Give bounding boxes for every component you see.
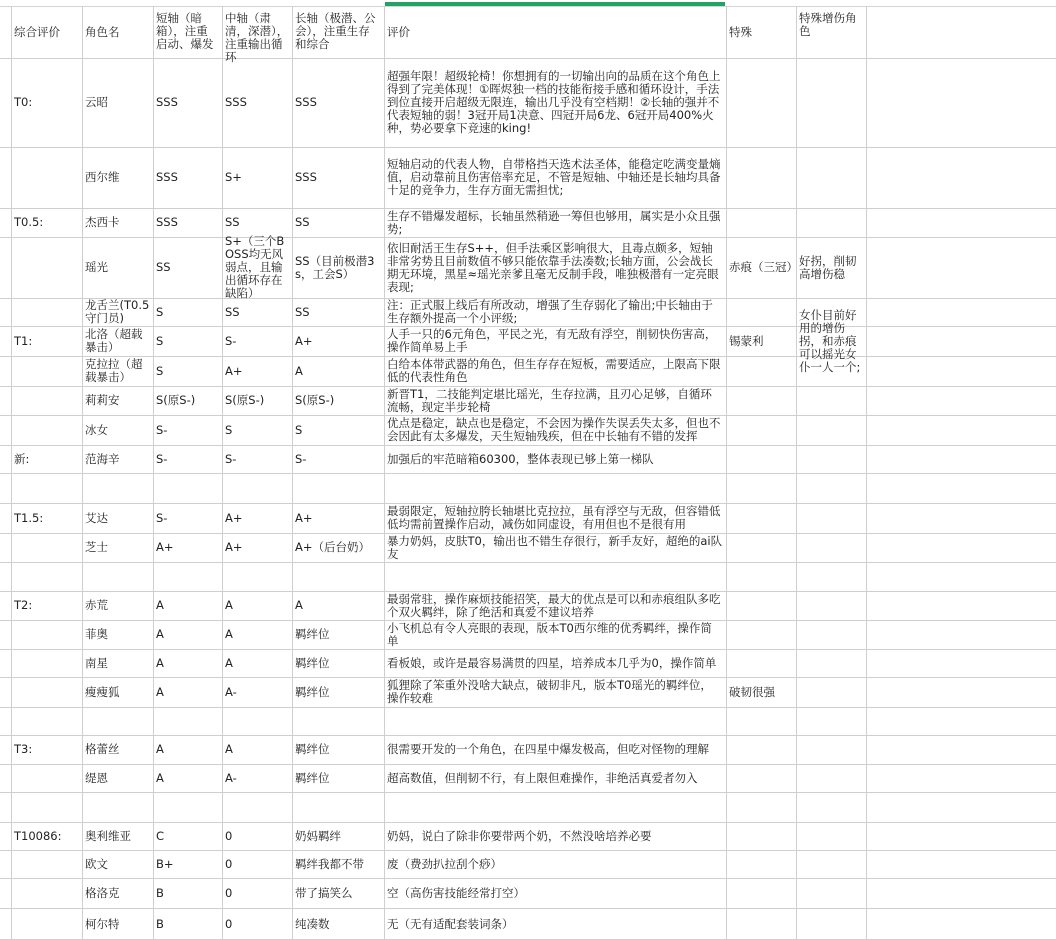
- header-short[interactable]: 短轴（暗箱），注重启动、爆发: [156, 11, 214, 51]
- cell-tier[interactable]: [12, 387, 81, 414]
- cell-tier[interactable]: [12, 765, 81, 791]
- cell-tier[interactable]: T3:: [14, 742, 33, 756]
- cell-short[interactable]: S: [156, 304, 164, 319]
- cell-tier[interactable]: [12, 148, 81, 207]
- cell-long[interactable]: A+（后台奶）: [295, 540, 371, 554]
- cell-review[interactable]: [385, 474, 725, 502]
- cell-special[interactable]: [727, 823, 795, 849]
- cell-buff[interactable]: [797, 793, 865, 821]
- cell-long[interactable]: S(原S-): [295, 393, 335, 407]
- cell-special[interactable]: [727, 387, 795, 414]
- cell-mid[interactable]: SS: [225, 215, 240, 229]
- cell-tier[interactable]: [12, 299, 81, 325]
- cell-review[interactable]: 白给本体带武器的角色，但生存存在短板，需要适应，上限高下限低的代表性角色: [387, 357, 721, 384]
- cell-review[interactable]: 超强年限！超级轮椅！你想拥有的一切输出向的品质在这个角色上得到了完美体现！①晖烬独一档的技能衔接手感和循环设计，手法到位直接开启超级无限连，输出几乎没有空档期！②长轴的强并不代表短轴的弱！3冠开局1决意、四冠开局6龙、6冠开局400%火种，势必要拿下竞速的king!: [387, 69, 721, 135]
- cell-name[interactable]: [83, 474, 152, 502]
- cell-review[interactable]: 空（高伤害技能经常打空）: [387, 885, 525, 900]
- cell-name[interactable]: [83, 563, 152, 590]
- cell-review[interactable]: [385, 708, 725, 734]
- cell-short[interactable]: SSS: [156, 95, 178, 109]
- cell-long[interactable]: 羁绊位: [295, 742, 330, 756]
- cell-short[interactable]: A: [156, 770, 164, 785]
- cell-buff[interactable]: [797, 534, 865, 561]
- cell-tier[interactable]: [12, 238, 81, 297]
- cell-buff[interactable]: [797, 708, 865, 734]
- cell-long[interactable]: [293, 563, 383, 590]
- cell-buff[interactable]: 女仆目前好用的增伤拐，和赤痕可以摇光女仆一人一个;: [799, 307, 861, 374]
- cell-tier[interactable]: [12, 416, 81, 444]
- cell-special[interactable]: [727, 474, 795, 502]
- cell-long[interactable]: 羁绊位: [295, 627, 330, 641]
- cell-buff[interactable]: [797, 148, 865, 207]
- cell-review[interactable]: 很需要开发的一个角色，在四星中爆发极高，但吃对怪物的理解: [387, 742, 709, 756]
- cell-review[interactable]: 注：正式服上线后有所改动，增强了生存弱化了输出;中长轴由于生存额外提高一个小评级;: [387, 298, 713, 325]
- cell-short[interactable]: S-: [156, 422, 168, 437]
- cell-review[interactable]: 无（无有适配套装词条）: [387, 916, 514, 931]
- cell-mid[interactable]: A: [225, 598, 233, 612]
- cell-review[interactable]: 新晋T1，二技能判定堪比瑶光，生存拉满，且刃心足够，自循环流畅，现定半步轮椅: [387, 386, 712, 414]
- cell-review[interactable]: 小飞机总有令人亮眼的表现，版本T0西尔维的优秀羁绊，操作简单: [387, 620, 712, 648]
- cell-long[interactable]: [293, 793, 383, 821]
- cell-name[interactable]: 克拉拉（超载暴击）: [85, 357, 143, 384]
- cell-tier[interactable]: [12, 879, 81, 907]
- header-mid[interactable]: 中轴（肃清，深潜），注重输出循环: [225, 11, 289, 64]
- cell-special[interactable]: [727, 621, 795, 648]
- cell-name[interactable]: 范海辛: [85, 451, 120, 466]
- cell-short[interactable]: A: [156, 598, 164, 612]
- cell-name[interactable]: 西尔维: [85, 170, 120, 184]
- cell-review[interactable]: 依旧耐活王生存S++，但手法乘区影响很大，且毒点颇多，短轴非常劣势且目前数值不够只能依靠手法凑数;长轴方面，公会战长期无环境，黑星≈瑶光亲爹且毫无反制手段，唯独极潜有一定亮眼表现;: [387, 240, 719, 294]
- cell-short[interactable]: S: [156, 363, 164, 378]
- cell-buff[interactable]: [797, 387, 865, 414]
- header-buff[interactable]: 特殊增伤角色: [799, 11, 857, 38]
- cell-mid[interactable]: A-: [225, 770, 237, 785]
- cell-buff[interactable]: [797, 563, 865, 590]
- cell-short[interactable]: SSS: [156, 215, 178, 229]
- cell-name[interactable]: 杰西卡: [85, 215, 120, 229]
- cell-short[interactable]: S-: [156, 451, 168, 466]
- cell-tier[interactable]: [12, 851, 81, 877]
- cell-review[interactable]: 最弱限定，短轴拉胯长轴堪比克拉拉，虽有浮空与无敌，但容错低低均需前置操作启动，减伤如同虚设，有用但也不是很有用: [387, 504, 721, 531]
- cell-name[interactable]: 芝士: [85, 540, 108, 554]
- cell-buff[interactable]: [797, 851, 865, 877]
- cell-tier[interactable]: [12, 708, 81, 734]
- cell-name[interactable]: 奥利维亚: [85, 828, 131, 843]
- cell-tier[interactable]: T1.5:: [14, 510, 44, 525]
- selected-column-indicator: [385, 2, 725, 6]
- cell-short[interactable]: B: [156, 885, 164, 900]
- cell-buff[interactable]: 好拐，削韧高增伤稳: [799, 253, 857, 281]
- cell-tier[interactable]: T0:: [14, 95, 33, 109]
- cell-name[interactable]: 冰女: [85, 422, 108, 437]
- cell-name[interactable]: [83, 793, 152, 821]
- cell-special[interactable]: 破韧很强: [729, 684, 775, 699]
- cell-buff[interactable]: [797, 446, 865, 472]
- cell-mid[interactable]: S-: [225, 333, 237, 348]
- cell-mid[interactable]: 0: [225, 828, 233, 843]
- cell-short[interactable]: A: [156, 627, 164, 641]
- cell-special[interactable]: [727, 765, 795, 791]
- cell-review[interactable]: 暴力奶妈，皮肤T0，输出也不错生存很行，新手友好，超绝的ai队友: [387, 533, 723, 561]
- cell-special[interactable]: [727, 534, 795, 561]
- cell-tier[interactable]: [12, 474, 81, 502]
- cell-tier[interactable]: [12, 534, 81, 561]
- cell-mid[interactable]: S-: [225, 451, 237, 466]
- cell-special[interactable]: [727, 736, 795, 763]
- cell-special[interactable]: [727, 851, 795, 877]
- cell-review[interactable]: 短轴启动的代表人物，自带格挡天选术法圣体，能稳定吃满变量熵值，启动靠前且伤害倍率充足，不管是短轴、中轴还是长轴均具备十足的竞争力，生存方面无需担忧;: [387, 157, 721, 197]
- cell-special[interactable]: [727, 446, 795, 472]
- cell-special[interactable]: [727, 909, 795, 939]
- cell-buff[interactable]: [797, 592, 865, 619]
- cell-special[interactable]: [727, 592, 795, 619]
- cell-special[interactable]: [727, 148, 795, 207]
- cell-buff[interactable]: [797, 416, 865, 444]
- cell-name[interactable]: 莉莉安: [85, 393, 120, 407]
- cell-short[interactable]: S: [156, 333, 164, 348]
- cell-short[interactable]: [154, 563, 221, 590]
- cell-buff[interactable]: [797, 879, 865, 907]
- cell-buff[interactable]: [797, 474, 865, 502]
- cell-special[interactable]: [727, 708, 795, 734]
- cell-review[interactable]: 超高数值，但削韧不行，有上限但难操作，非绝活真爱者勿入: [387, 770, 698, 785]
- cell-special[interactable]: [727, 299, 795, 325]
- cell-special[interactable]: [727, 209, 795, 236]
- cell-mid[interactable]: S+（三个BOSS均无风弱点，且输出循环存在缺陷）: [225, 234, 285, 300]
- cell-long[interactable]: SS: [295, 215, 310, 229]
- cell-mid[interactable]: A+: [225, 510, 243, 525]
- cell-special[interactable]: [727, 416, 795, 444]
- cell-mid[interactable]: A: [225, 742, 233, 756]
- cell-tier[interactable]: T10086:: [14, 828, 62, 843]
- cell-tier[interactable]: 新:: [14, 451, 30, 466]
- cell-tier[interactable]: [12, 563, 81, 590]
- cell-name[interactable]: 瑶光: [85, 260, 108, 274]
- cell-review[interactable]: 人手一只的6元角色，平民之光，有无敌有浮空，削韧快伤害高，操作简单易上手: [387, 327, 717, 354]
- cell-special[interactable]: 锡蒙利: [729, 333, 764, 348]
- cell-special[interactable]: 赤痕（三冠）: [729, 260, 798, 274]
- cell-name[interactable]: 南星: [85, 655, 108, 670]
- cell-name[interactable]: 格洛克: [85, 885, 120, 900]
- cell-mid[interactable]: A: [225, 655, 233, 670]
- cell-mid[interactable]: 0: [225, 856, 233, 871]
- cell-name[interactable]: 柯尔特: [85, 916, 120, 931]
- cell-review[interactable]: [385, 793, 725, 821]
- cell-review[interactable]: 狐狸除了笨重外没啥大缺点，破韧非凡，版本T0瑶光的羁绊位，操作较难: [387, 678, 712, 705]
- cell-long[interactable]: 带了搞笑么: [295, 885, 353, 900]
- cell-mid[interactable]: 0: [225, 885, 233, 900]
- cell-review[interactable]: 看板娘，或许是最容易满贯的四星，培养成本几乎为0，操作简单: [387, 655, 717, 670]
- cell-tier[interactable]: T1:: [14, 333, 33, 348]
- cell-short[interactable]: [154, 793, 221, 821]
- cell-special[interactable]: [727, 563, 795, 590]
- cell-long[interactable]: 羁绊位: [295, 770, 330, 785]
- cell-name[interactable]: 格蕾丝: [85, 742, 120, 756]
- cell-tier[interactable]: [12, 357, 81, 385]
- cell-special[interactable]: [727, 59, 795, 146]
- cell-short[interactable]: SSS: [156, 170, 178, 184]
- cell-long[interactable]: SS: [295, 304, 310, 319]
- cell-long[interactable]: 奶妈羁绊: [295, 828, 341, 843]
- cell-review[interactable]: 加强后的牢范暗箱60300，整体表现已够上第一梯队: [387, 451, 654, 466]
- cell-long[interactable]: A: [295, 363, 303, 378]
- cell-review[interactable]: [385, 563, 725, 590]
- cell-buff[interactable]: [797, 621, 865, 648]
- cell-name[interactable]: 菲奥: [85, 627, 108, 641]
- header-review[interactable]: 评价: [387, 24, 410, 39]
- cell-mid[interactable]: [223, 563, 291, 590]
- cell-short[interactable]: B+: [156, 856, 174, 871]
- cell-special[interactable]: [727, 793, 795, 821]
- cell-name[interactable]: 云昭: [85, 95, 108, 109]
- cell-review[interactable]: 优点是稳定，缺点也是稳定，不会因为操作失误丢失太多，但也不会因此有太多爆发，天生短轴残疾，但在中长轴有不错的发挥: [387, 416, 721, 443]
- cell-short[interactable]: A: [156, 742, 164, 756]
- cell-tier[interactable]: T2:: [14, 598, 33, 612]
- cell-short[interactable]: A+: [156, 540, 174, 554]
- cell-short[interactable]: A: [156, 684, 164, 699]
- cell-review[interactable]: 奶妈，说白了除非你要带两个奶，不然没啥培养必要: [387, 828, 652, 843]
- cell-mid[interactable]: S(原S-): [225, 393, 265, 407]
- cell-long[interactable]: [293, 708, 383, 734]
- formula-bar-strip: [0, 0, 1056, 7]
- cell-mid[interactable]: A+: [225, 540, 243, 554]
- cell-tier[interactable]: T0.5:: [14, 215, 44, 229]
- cell-tier[interactable]: [12, 650, 81, 676]
- cell-name[interactable]: 欧文: [85, 856, 108, 871]
- cell-long[interactable]: SS（目前极潜3s，工会S）: [295, 253, 375, 281]
- cell-mid[interactable]: S: [225, 422, 233, 437]
- cell-mid[interactable]: A-: [225, 684, 237, 699]
- cell-name[interactable]: 艾达: [85, 510, 108, 525]
- cell-name[interactable]: 瘦瘦狐: [85, 684, 120, 699]
- cell-mid[interactable]: SSS: [225, 95, 247, 109]
- cell-mid[interactable]: SS: [225, 304, 240, 319]
- cell-long[interactable]: S: [295, 422, 303, 437]
- cell-name[interactable]: [83, 708, 152, 734]
- cell-buff[interactable]: [797, 765, 865, 791]
- cell-mid[interactable]: [223, 474, 291, 502]
- cell-short[interactable]: S-: [156, 510, 168, 525]
- cell-review[interactable]: 生存不错爆发超标，长轴虽然稍逊一筹但也够用，属实是小众且强势;: [387, 208, 721, 236]
- cell-special[interactable]: [727, 504, 795, 532]
- cell-short[interactable]: B: [156, 916, 164, 931]
- cell-tier[interactable]: [12, 909, 81, 939]
- cell-mid[interactable]: [223, 793, 291, 821]
- cell-special[interactable]: [727, 879, 795, 907]
- cell-buff[interactable]: [797, 504, 865, 532]
- cell-buff[interactable]: [797, 650, 865, 676]
- cell-buff[interactable]: [797, 357, 865, 385]
- cell-short[interactable]: C: [156, 828, 165, 843]
- cell-tier[interactable]: [12, 678, 81, 706]
- cell-long[interactable]: SSS: [295, 170, 317, 184]
- cell-short[interactable]: A: [156, 655, 164, 670]
- cell-buff[interactable]: [797, 736, 865, 763]
- cell-mid[interactable]: 0: [225, 916, 233, 931]
- cell-long[interactable]: 羁绊位: [295, 655, 330, 670]
- cell-long[interactable]: A+: [295, 333, 313, 348]
- cell-short[interactable]: [154, 708, 221, 734]
- cell-short[interactable]: S(原S-): [156, 393, 196, 407]
- cell-tier[interactable]: [12, 621, 81, 648]
- header-name[interactable]: 角色名: [85, 24, 120, 39]
- cell-mid[interactable]: A: [225, 627, 233, 641]
- cell-name[interactable]: 北洛（超载暴击）: [85, 327, 143, 354]
- cell-buff[interactable]: [797, 678, 865, 706]
- cell-long[interactable]: A: [295, 598, 303, 612]
- cell-mid[interactable]: A+: [225, 363, 243, 378]
- cell-review[interactable]: 最弱常驻，操作麻烦技能招笑，最大的优点是可以和赤痕组队多吃个双火羁绊，除了绝活和真爱不建议培养: [387, 591, 721, 619]
- cell-long[interactable]: 纯凑数: [295, 916, 330, 931]
- cell-tier[interactable]: [12, 793, 81, 821]
- cell-short[interactable]: SS: [156, 260, 171, 274]
- cell-long[interactable]: 羁绊位: [295, 684, 330, 699]
- cell-buff[interactable]: [797, 823, 865, 849]
- cell-name[interactable]: 缇恩: [85, 770, 108, 785]
- cell-mid[interactable]: S+: [225, 170, 242, 184]
- cell-buff[interactable]: [797, 209, 865, 236]
- cell-review[interactable]: 废（费劲扒拉刮个痧）: [387, 856, 502, 871]
- header-long[interactable]: 长轴（极潜、公会），注重生存和综合: [295, 11, 376, 51]
- cell-long[interactable]: A+: [295, 510, 313, 525]
- cell-long[interactable]: S-: [295, 451, 307, 466]
- header-special[interactable]: 特殊: [729, 24, 752, 39]
- header-tier[interactable]: 综合评价: [14, 24, 60, 39]
- cell-name[interactable]: 龙舌兰(T0.5守门员): [85, 298, 150, 325]
- cell-short[interactable]: [154, 474, 221, 502]
- cell-special[interactable]: [727, 357, 795, 385]
- cell-name[interactable]: 赤荒: [85, 598, 108, 612]
- cell-special[interactable]: [727, 650, 795, 676]
- cell-buff[interactable]: [797, 909, 865, 939]
- cell-long[interactable]: SSS: [295, 95, 317, 109]
- cell-long[interactable]: 羁绊我都不带: [295, 856, 364, 871]
- cell-long[interactable]: [293, 474, 383, 502]
- cell-buff[interactable]: [797, 59, 865, 146]
- cell-mid[interactable]: [223, 708, 291, 734]
